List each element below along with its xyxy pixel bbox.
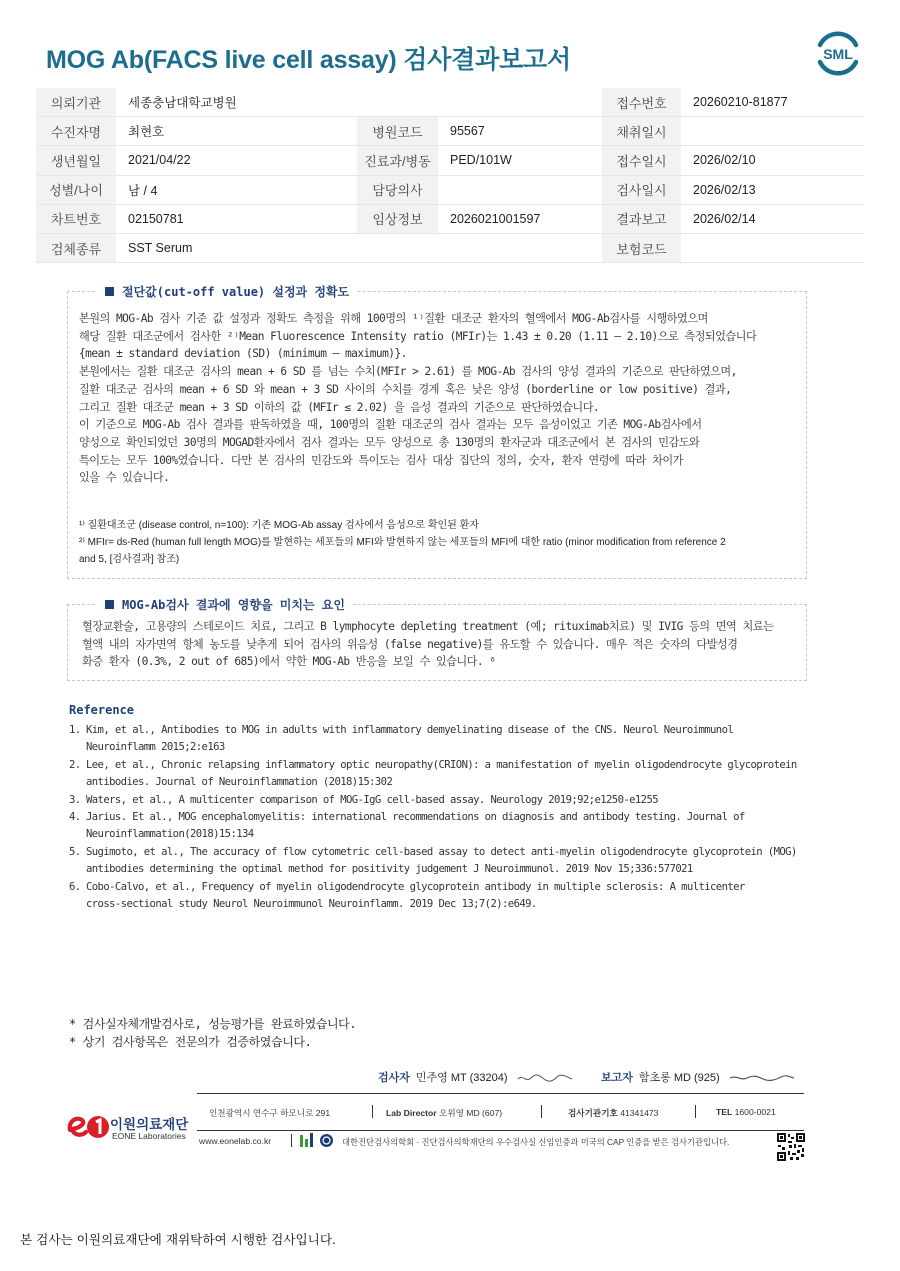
- factors-section-heading: MOG-Ab검사 결과에 영향을 미치는 요인: [97, 596, 353, 613]
- info-value: 02150781: [116, 204, 357, 233]
- info-label: 의뢰기관: [36, 88, 116, 117]
- info-value: 20260210-81877: [681, 88, 864, 117]
- svg-text:SML: SML: [823, 46, 853, 62]
- info-label: 성별/나이: [36, 175, 116, 204]
- info-value: 남 / 4: [116, 175, 357, 204]
- info-value: [438, 175, 602, 204]
- certification-mark-icon: [299, 1133, 315, 1148]
- info-label: 수진자명: [36, 117, 116, 146]
- info-label: 차트번호: [36, 204, 116, 233]
- eone-english-name: EONE Laboratories: [112, 1131, 186, 1141]
- info-label: 채취일시: [602, 117, 681, 146]
- eone-logo-icon: [66, 1110, 110, 1142]
- info-value: 세종충남대학교병원: [116, 88, 357, 117]
- qr-code-icon: [776, 1132, 806, 1162]
- info-value: [681, 233, 864, 262]
- reference-item: 5. Sugimoto, et al., The accuracy of flow cytometric cell-based assay to detect anti-myelin oligodendrocyte glycoprotein (MOG) antibodies determining the optimal method for positivity judgement J Neuroimmunol. 2019 Nov 15;336:577021: [69, 845, 797, 876]
- info-value: 95567: [438, 117, 602, 146]
- cutoff-section-heading: 절단값(cut-off value) 설정과 정확도: [97, 283, 357, 300]
- signature-scribble-icon: [517, 1072, 573, 1084]
- info-value: 최현호: [116, 117, 357, 146]
- signature-scribble-icon: [729, 1072, 795, 1084]
- info-value: 2026/02/10: [681, 146, 864, 175]
- reference-list: [69, 722, 809, 913]
- info-label: 담당의사: [357, 175, 438, 204]
- info-label: 검체종류: [36, 233, 116, 262]
- bottom-note: 본 검사는 이원의료재단에 재위탁하여 시행한 검사입니다.: [20, 1232, 336, 1247]
- info-blank: [357, 88, 438, 117]
- square-bullet-icon: [105, 287, 114, 296]
- info-value: 2026021001597: [438, 204, 602, 233]
- eone-name: 이원의료재단: [110, 1117, 189, 1133]
- info-blank: [438, 88, 602, 117]
- reference-item: 1. Kim, et al., Antibodies to MOG in adults with inflammatory demyelinating disease of the CNS. Neurol Neuroimmunol Neuroinflamm 2015;2:e163: [69, 724, 734, 754]
- info-row: [36, 88, 864, 117]
- info-row: [36, 146, 864, 175]
- reference-item: 3. Waters, et al., A multicenter comparison of MOG-IgG cell-based assay. Neurology 2019;92;e1250-e1255: [69, 793, 659, 806]
- info-value: [681, 117, 864, 146]
- info-row: [36, 117, 864, 146]
- info-blank: [357, 233, 438, 262]
- info-label: 생년월일: [36, 146, 116, 175]
- info-value: PED/101W: [438, 146, 602, 175]
- info-label: 접수일시: [602, 146, 681, 175]
- info-label: 병원코드: [357, 117, 438, 146]
- reporter-signature: 보고자 함초롱 MD (925): [601, 1069, 795, 1085]
- cap-seal-icon: [319, 1133, 334, 1148]
- info-value: 2026/02/14: [681, 204, 864, 233]
- cutoff-section-body: 본원의 MOG-Ab 검사 기준 값 설정과 정확도 측정을 위해 100명의 ¹⁾질환 대조군 환자의 혈액에서 MOG-Ab검사를 시행하였으며 해당 질환 대조군에서 검사한 ²⁾Mean Fluorescence Intensity ratio (MFIr)는 1.43 ± 0.20 (1.11 – 2.10)으로 측정되었습니다 {mean ± standard deviation (SD) (minimum – maximum)}. 본원에서는 질환 대조군 검사의 mean + 6 SD 를 넘는 수치(MFIr > 2.61) 를 MOG-Ab 검사의 양성 결과의 기준으로 판단하였으며, 질환 대조군 검사의 mean + 6 SD 와 mean + 3 SD 사이의 수치를 경계 혹은 낮은 양성 (borderline or low positive) 결과, 그리고 질환 대조군 mean + 3 SD 이하의 값 (MFIr ≤ 2.02) 을 음성 결과의 기준으로 판단하였습니다. 이 기준으로 MOG-Ab 검사 결과를 판독하였을 때, 100명의 질환 대조군의 검사 결과는 모두 음성이었고 기존 MOG-Ab검사에서 양성으로 확인되었던 30명의 MOGAD환자에서 검사 결과는 모두 양성으로 총 130명의 환자군과 대조군에서 본 검사의 민감도와 특이도는 모두 100%였습니다. 다만 본 검사의 민감도와 특이도는 검사 대상 집단의 정의, 숫자, 환자 연령에 따라 차이가 있을 수 있습니다.: [79, 312, 757, 485]
- footer-website: www.eonelab.co.kr: [199, 1136, 272, 1146]
- reference-title: Reference: [69, 703, 135, 717]
- info-label: 보험코드: [602, 233, 681, 262]
- info-row: [36, 175, 864, 204]
- footer-divider: [291, 1134, 292, 1147]
- report-title: MOG Ab(FACS live cell assay) 검사결과보고서: [46, 46, 571, 74]
- footer-institution-code: 검사기관기호 41341473: [568, 1108, 659, 1118]
- footer-divider: [695, 1105, 696, 1118]
- info-row: [36, 233, 864, 262]
- info-value: 2026/02/13: [681, 175, 864, 204]
- info-label: 진료과/병동: [357, 146, 438, 175]
- footer-tel: TEL 1600-0021: [716, 1107, 776, 1117]
- footer-divider: [372, 1105, 373, 1118]
- square-bullet-icon: [105, 600, 114, 609]
- footer-address: 인천광역시 연수구 하모니로 291: [209, 1108, 331, 1118]
- reference-item: 6. Cobo-Calvo, et al., Frequency of myelin oligodendrocyte glycoprotein antibody in multiple sclerosis: A multicenter cross-sectional study Neurol Neuroimmunol Neuroinflamm. 2019 Dec 13;7(2):e649.: [69, 880, 745, 911]
- info-row: [36, 204, 864, 233]
- info-label: 임상정보: [357, 204, 438, 233]
- tester-signature: 검사자 민주영 MT (33204): [378, 1069, 573, 1085]
- info-label: 검사일시: [602, 175, 681, 204]
- footer-top-rule: [197, 1093, 804, 1094]
- footer-mid-rule: [197, 1130, 804, 1131]
- info-blank: [438, 233, 602, 262]
- info-value: 2021/04/22: [116, 146, 357, 175]
- factors-section-body: 혈장교환술, 고용량의 스테로이드 치료, 그리고 B lymphocyte depleting treatment (예; rituximab치료) 및 IVIG 등의 면역 치료는 혈액 내의 자가면역 항체 농도를 낮추게 되어 검사의 위음성 (false negative)를 유도할 수 있습니다. 매우 적은 숫자의 다발성경 화증 환자 (0.3%, 2 out of 685)에서 약한 MOG-Ab 반응을 보일 수 있습니다. ⁶: [82, 620, 774, 669]
- reference-item: 2. Lee, et al., Chronic relapsing inflammatory optic neuropathy(CRION): a manifestation of myelin oligodendrocyte glycoprotein antibodies. Journal of Neuroinflammation (2018)15:302: [69, 758, 797, 789]
- info-value: SST Serum: [116, 233, 357, 262]
- info-label: 접수번호: [602, 88, 681, 117]
- info-label: 결과보고: [602, 204, 681, 233]
- footer-lab-director: Lab Director 오위영 MD (607): [386, 1108, 503, 1118]
- validation-notes: * 검사실자체개발검사로, 성능평가를 완료하였습니다. * 상기 검사항목은 전문의가 검증하였습니다.: [69, 1017, 357, 1049]
- footer-divider: [541, 1105, 542, 1118]
- reference-item: 4. Jarius. Et al., MOG encephalomyelitis: international recommendations on diagnosis and antibody testing. Journal of Neuroinflammation(2018)15:134: [69, 811, 745, 841]
- sml-logo-icon: [812, 28, 864, 78]
- cutoff-section-footnotes: ¹⁾ 질환대조군 (disease control, n=100): 기존 MOG-Ab assay 검사에서 음성으로 확인된 환자 ²⁾ MFIr= ds-Red (human full length MOG)를 발현하는 세포들의 MFI와 발현하지 않는 세포들의 MFI에 대한 ratio (minor modification from reference 2 and 5, [검사결과] 참조): [79, 520, 726, 565]
- footer-certification: 대한진단검사의학회 · 진단검사의학재단의 우수검사실 신임인증과 미국의 CAP 인증을 받은 검사기관입니다.: [342, 1137, 730, 1147]
- patient-info-table: [36, 88, 864, 263]
